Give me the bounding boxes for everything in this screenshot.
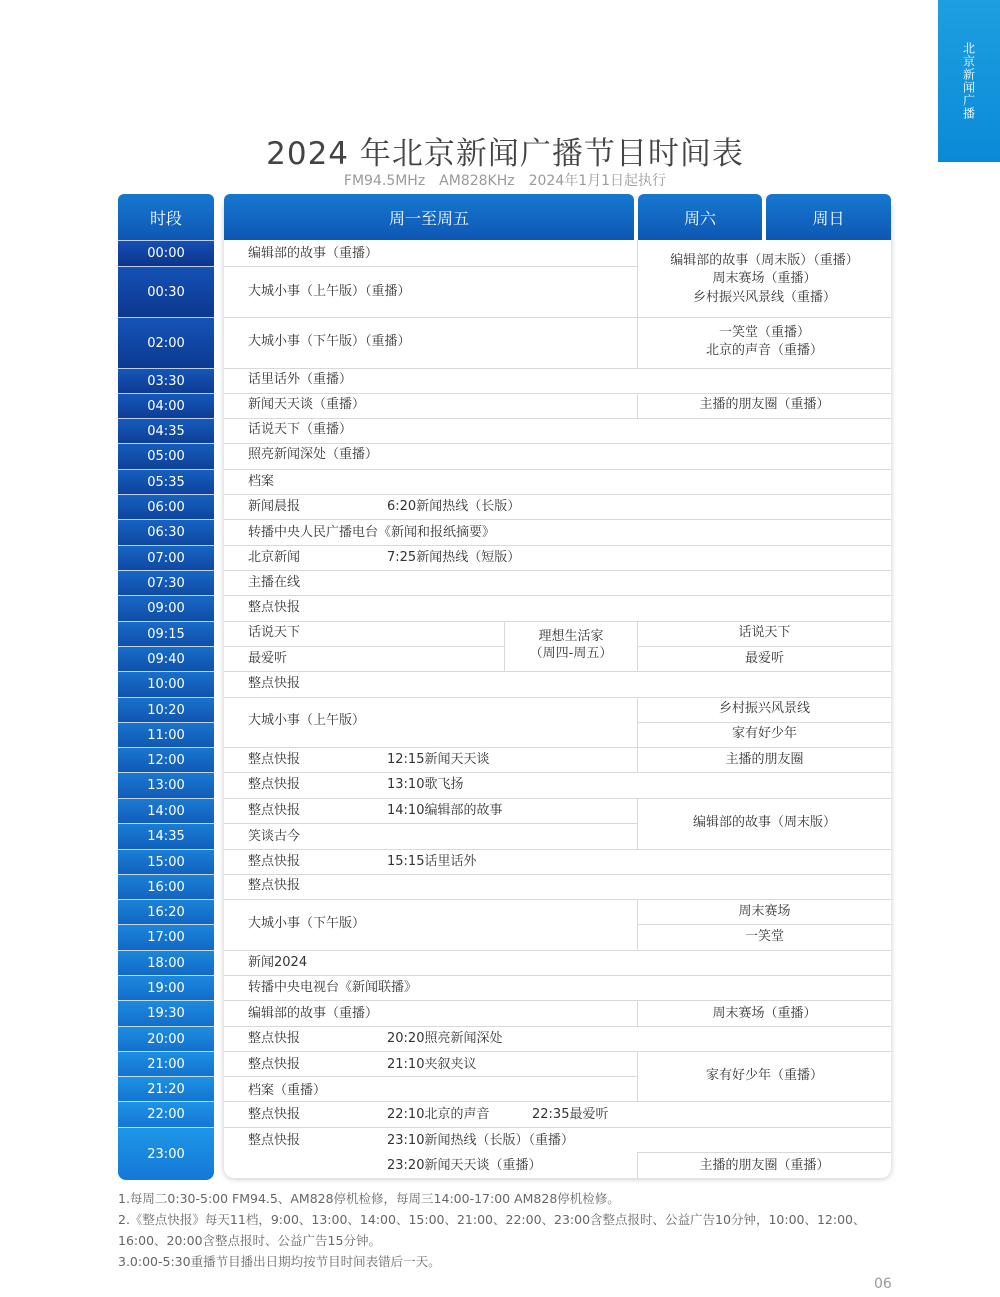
time-slot: 13:00 <box>118 772 214 798</box>
program: 22:35最爱听 <box>532 1107 609 1122</box>
time-slot: 05:35 <box>118 469 214 494</box>
program: 整点快报 <box>248 803 301 818</box>
program: 编辑部的故事（重播） <box>248 246 379 261</box>
program: 大城小事（下午版）（重播） <box>248 334 411 349</box>
program: 主播在线 <box>248 575 301 590</box>
time-slot: 10:00 <box>118 671 214 697</box>
program: 14:10编辑部的故事 <box>387 803 503 818</box>
program: 大城小事（上午版） <box>248 713 366 728</box>
weekend-program: 主播的朋友圈（重播） <box>699 397 830 412</box>
program: 话说天下 <box>248 625 301 640</box>
footnote: 1.每周二0:30-5:00 FM94.5、AM828停机检修，每周三14:00-17:00 AM828停机检修。 <box>118 1191 620 1206</box>
program-lifestyle: 理想生活家 <box>538 629 604 644</box>
program: 21:10夹叙夹议 <box>387 1057 477 1072</box>
time-slot: 17:00 <box>118 924 214 950</box>
program: 笑谈古今 <box>248 829 301 844</box>
time-slot: 15:00 <box>118 849 214 874</box>
time-slot: 14:35 <box>118 823 214 849</box>
program: 15:15话里话外 <box>387 854 477 869</box>
weekend-program: 家有好少年 <box>731 726 797 741</box>
time-slot: 18:00 <box>118 950 214 975</box>
program: 13:10歌飞扬 <box>387 777 464 792</box>
program: 6:20新闻热线（长版） <box>387 499 521 514</box>
program: 新闻晨报 <box>248 499 301 514</box>
program: 整点快报 <box>248 777 301 792</box>
header-time: 时段 <box>118 194 214 240</box>
weekend-program: 编辑部的故事（周末版）（重播） <box>670 253 859 268</box>
time-slot: 03:30 <box>118 368 214 393</box>
weekend-program: 主播的朋友圈（重播） <box>699 1158 830 1173</box>
weekend-program: 主播的朋友圈 <box>725 752 804 767</box>
time-slot: 00:30 <box>118 266 214 317</box>
time-slot: 09:40 <box>118 646 214 671</box>
weekend-program: 周末赛场 <box>738 904 791 919</box>
program: 整点快报 <box>248 752 301 767</box>
program: 话说天下（重播） <box>248 422 353 437</box>
section-tab-label: 北京新闻广播 <box>961 42 976 120</box>
program: 23:20新闻天天谈（重播） <box>387 1158 542 1173</box>
time-slot: 11:00 <box>118 722 214 747</box>
program: 20:20照亮新闻深处 <box>387 1031 503 1046</box>
weekend-program: 北京的声音（重播） <box>705 343 823 358</box>
time-slot: 19:00 <box>118 975 214 1000</box>
program: 12:15新闻天天谈 <box>387 752 490 767</box>
time-slot: 07:00 <box>118 545 214 570</box>
time-slot: 09:00 <box>118 595 214 621</box>
footnote: 2.《整点快报》每天11档，9:00、13:00、14:00、15:00、21:00、22:00、23:00含整点报时、公益广告10分钟，10:00、12:00、16:00、20:00含整点报时、公益广告15分钟。 <box>118 1212 866 1248</box>
program: 编辑部的故事（重播） <box>248 1006 379 1021</box>
program: 整点快报 <box>248 1133 301 1148</box>
header-saturday: 周六 <box>638 194 762 240</box>
weekend-program: 家有好少年（重播） <box>705 1068 823 1083</box>
time-slot: 12:00 <box>118 747 214 772</box>
header-weekday: 周一至周五 <box>224 194 634 240</box>
program: 整点快报 <box>248 1057 301 1072</box>
weekend-program: 周末赛场（重播） <box>712 1006 817 1021</box>
weekend-program: 乡村振兴风景线（重播） <box>692 290 836 305</box>
page-subtitle: FM94.5MHz AM828KHz 2024年1月1日起执行 <box>343 173 667 189</box>
weekend-program: 周末赛场（重播） <box>712 271 817 286</box>
program: 转播中央人民广播电台《新闻和报纸摘要》 <box>248 525 496 540</box>
program: 整点快报 <box>248 600 301 615</box>
program: 新闻天天谈（重播） <box>248 397 366 412</box>
weekend-program: 一笑堂 <box>744 929 784 944</box>
program: 整点快报 <box>248 854 301 869</box>
time-slot: 16:20 <box>118 899 214 924</box>
page-title: 2024 年北京新闻广播节目时间表 <box>266 136 744 172</box>
program: 22:10北京的声音 <box>387 1107 490 1122</box>
time-slot: 04:00 <box>118 393 214 418</box>
program: 7:25新闻热线（短版） <box>387 550 521 565</box>
time-slot: 21:20 <box>118 1076 214 1101</box>
program: 整点快报 <box>248 1031 301 1046</box>
program-lifestyle-days: （周四-周五） <box>529 646 613 661</box>
program: 大城小事（上午版）（重播） <box>248 284 411 299</box>
time-slot: 05:00 <box>118 443 214 469</box>
program: 档案（重播） <box>248 1083 327 1098</box>
program: 整点快报 <box>248 878 301 893</box>
program: 最爱听 <box>248 651 288 666</box>
weekend-program: 最爱听 <box>744 651 784 666</box>
program: 话里话外（重播） <box>248 372 353 387</box>
footnotes <box>118 1188 908 1272</box>
time-slot: 19:30 <box>118 1000 214 1026</box>
weekend-program: 一笑堂（重播） <box>718 325 810 340</box>
page-number: 06 <box>874 1276 892 1292</box>
program: 新闻2024 <box>248 955 308 970</box>
time-slot: 20:00 <box>118 1026 214 1051</box>
program: 23:10新闻热线（长版）（重播） <box>387 1133 574 1148</box>
time-slot: 07:30 <box>118 570 214 595</box>
time-slot: 04:35 <box>118 418 214 443</box>
program: 北京新闻 <box>248 550 301 565</box>
weekend-program: 编辑部的故事（周末版） <box>692 815 836 830</box>
time-slot: 10:20 <box>118 697 214 722</box>
weekend-program: 乡村振兴风景线 <box>718 701 810 716</box>
time-slot: 00:00 <box>118 240 214 266</box>
time-slot: 14:00 <box>118 798 214 823</box>
header-sunday: 周日 <box>766 194 891 240</box>
time-slot: 21:00 <box>118 1051 214 1076</box>
program: 大城小事（下午版） <box>248 916 366 931</box>
program: 照亮新闻深处（重播） <box>248 447 379 462</box>
time-slot: 02:00 <box>118 317 214 368</box>
program: 档案 <box>248 474 275 489</box>
time-slot: 23:00 <box>118 1127 214 1180</box>
time-slot: 06:30 <box>118 519 214 545</box>
program: 整点快报 <box>248 1107 301 1122</box>
program: 转播中央电视台《新闻联播》 <box>248 980 418 995</box>
time-slot: 16:00 <box>118 874 214 899</box>
program: 整点快报 <box>248 676 301 691</box>
weekend-program: 话说天下 <box>738 625 791 640</box>
footnote: 3.0:00-5:30重播节目播出日期均按节目时间表错后一天。 <box>118 1254 441 1269</box>
time-slot: 09:15 <box>118 621 214 646</box>
time-slot: 06:00 <box>118 494 214 519</box>
time-slot: 22:00 <box>118 1101 214 1127</box>
